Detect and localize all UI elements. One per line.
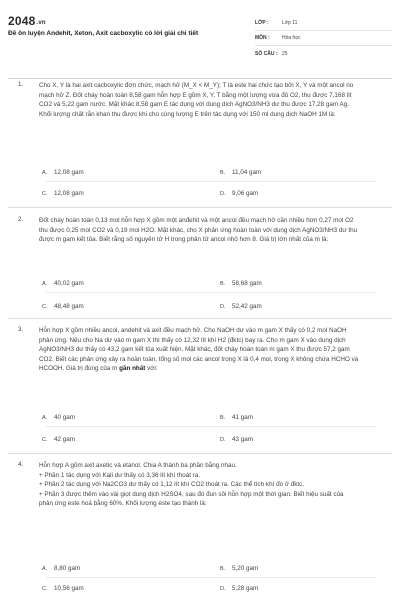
option-a[interactable]: A. 40 gam — [42, 414, 76, 421]
option-c[interactable]: C. 10,56 gam — [42, 585, 84, 592]
option-a[interactable]: A. 40,02 gam — [42, 280, 84, 287]
option-d[interactable]: D. 5,28 gam — [220, 585, 259, 592]
meta-key: MÔN : — [255, 35, 270, 41]
question-number: 1. — [18, 81, 24, 88]
option-a[interactable]: A. 12,08 gam — [42, 169, 84, 176]
option-b[interactable]: B. 11,04 gam — [220, 169, 262, 176]
question-line: Hỗn hợp A gồm axit axetic và etanol. Chia A thành ba phần bằng nhau. — [39, 462, 237, 469]
option-divider — [46, 426, 376, 427]
meta-row-class — [255, 16, 392, 31]
question-line: + Phần 1 tác dụng với Kali dư thấy có 3,36 lít khí thoát ra. — [39, 471, 201, 479]
option-d[interactable]: D. 52,42 gam — [220, 303, 262, 310]
option-divider — [46, 181, 376, 182]
option-d[interactable]: D. 9,06 gam — [220, 190, 259, 197]
option-b[interactable]: B. 58,68 gam — [220, 280, 262, 287]
question-divider — [8, 207, 392, 208]
question-text: Hỗn hợp X gồm nhiều ancol, andehit và axit đều mạch hở. Cho NaOH dư vào m gam X thấy có 0,2 mol NaOH phản ứng. Nếu cho Na dư vào m gam X thì thấy có 12,32 lít khí H2 (đktc) bay ra. Cho m gam X vào dung dịch AgNO3/NH3 dư thấy có 43,2 gam kết tủa xuất hiện. Mặt khác, đốt cháy hoàn toàn m gam X thu được 57,2 gam CO2. Biết các phản ứng xảy ra hoàn toàn, tổng số mol các ancol trong X là 0,4 mol, trong X không chứa HCHO và HCOOH. Giá trị đúng của m gần nhất với: — [39, 327, 359, 372]
question-number: 2. — [18, 216, 24, 223]
question-divider — [8, 318, 392, 319]
option-b[interactable]: B. 5,20 gam — [220, 565, 259, 572]
meta-value: Hóa học — [282, 35, 301, 41]
option-divider — [46, 292, 376, 293]
question-text — [39, 461, 359, 509]
option-d[interactable]: D. 43 gam — [220, 436, 254, 443]
meta-table — [255, 16, 392, 61]
question-text: Cho X, Y là hai axit cacboxylic đơn chức, mạch hở (M_X < M_Y); T là este hai chức tạo bởi X, Y và một ancol no mạch hở Z. Đốt cháy hoàn toàn 8,58 gam hỗn hợp E gồm X, Y, T bằng một lượng vừa đủ O2, thu được 7,168 lít CO2 và 5,22 gam nước. Mặt khác 8,58 gam E tác dụng với dung dịch AgNO3/NH3 dư thu được 17,28 gam Ag. Khối lượng chất rắn khan thu được khi cho cùng lượng E trên tác dụng với 150 ml dung dịch NaOH 1M là: — [39, 82, 354, 118]
question-divider — [8, 453, 392, 454]
header — [8, 10, 392, 62]
meta-value: 25 — [282, 50, 288, 57]
meta-value: Lớp 11 — [282, 20, 298, 26]
question-number: 3. — [18, 326, 24, 333]
question-line: + Phần 3 được thêm vào vài giọt dung dịch H2SO4, sau đó đun sôi hỗn hợp một thời gian. Biết hiệu suất của phản ứng este hoá bằng 60%. Khối lượng este tạo thành là: — [39, 490, 344, 507]
meta-key: LỚP : — [255, 20, 269, 26]
question-line: + Phần 2 tác dụng với Na2CO3 dư thấy có 1,12 lít khí CO2 thoát ra. Các thể tích khí đo ở đktc. — [39, 481, 305, 488]
option-divider — [46, 577, 376, 578]
site-logo[interactable]: 2048.vn — [8, 14, 46, 28]
meta-row-subject — [255, 31, 392, 46]
meta-key: SỐ CÂU : — [255, 50, 278, 57]
option-c[interactable]: C. 48,48 gam — [42, 303, 84, 310]
option-a[interactable]: A. 8,80 gam — [42, 565, 81, 572]
emphasis-text: gần nhất — [119, 365, 146, 372]
question-number: 4. — [18, 461, 24, 468]
option-c[interactable]: C. 42 gam — [42, 436, 76, 443]
option-b[interactable]: B. 41 gam — [220, 414, 254, 421]
meta-row-count — [255, 46, 392, 61]
document-title: Đề ôn luyện Andehit, Xeton, Axit cacboxylic có lời giải chi tiết — [8, 30, 199, 37]
question-text: Đốt cháy hoàn toàn 0,13 mol hỗn hợp X gồm một anđehit và một ancol đều mạch hở cần nhiều hơn 0,27 mol O2 thu được 0,25 mol CO2 và 0,19 mol H2O. Mặt khác, cho X phản ứng hoàn toàn với dung dịch AgNO3/NH3 dư thu được m gam kết tủa. Biết rằng số nguyên tử H trong phân tử ancol nhỏ hơn 8. Giá trị lớn nhất của m là: — [39, 217, 358, 243]
header-divider — [8, 78, 392, 79]
option-c[interactable]: C. 12,08 gam — [42, 190, 84, 197]
